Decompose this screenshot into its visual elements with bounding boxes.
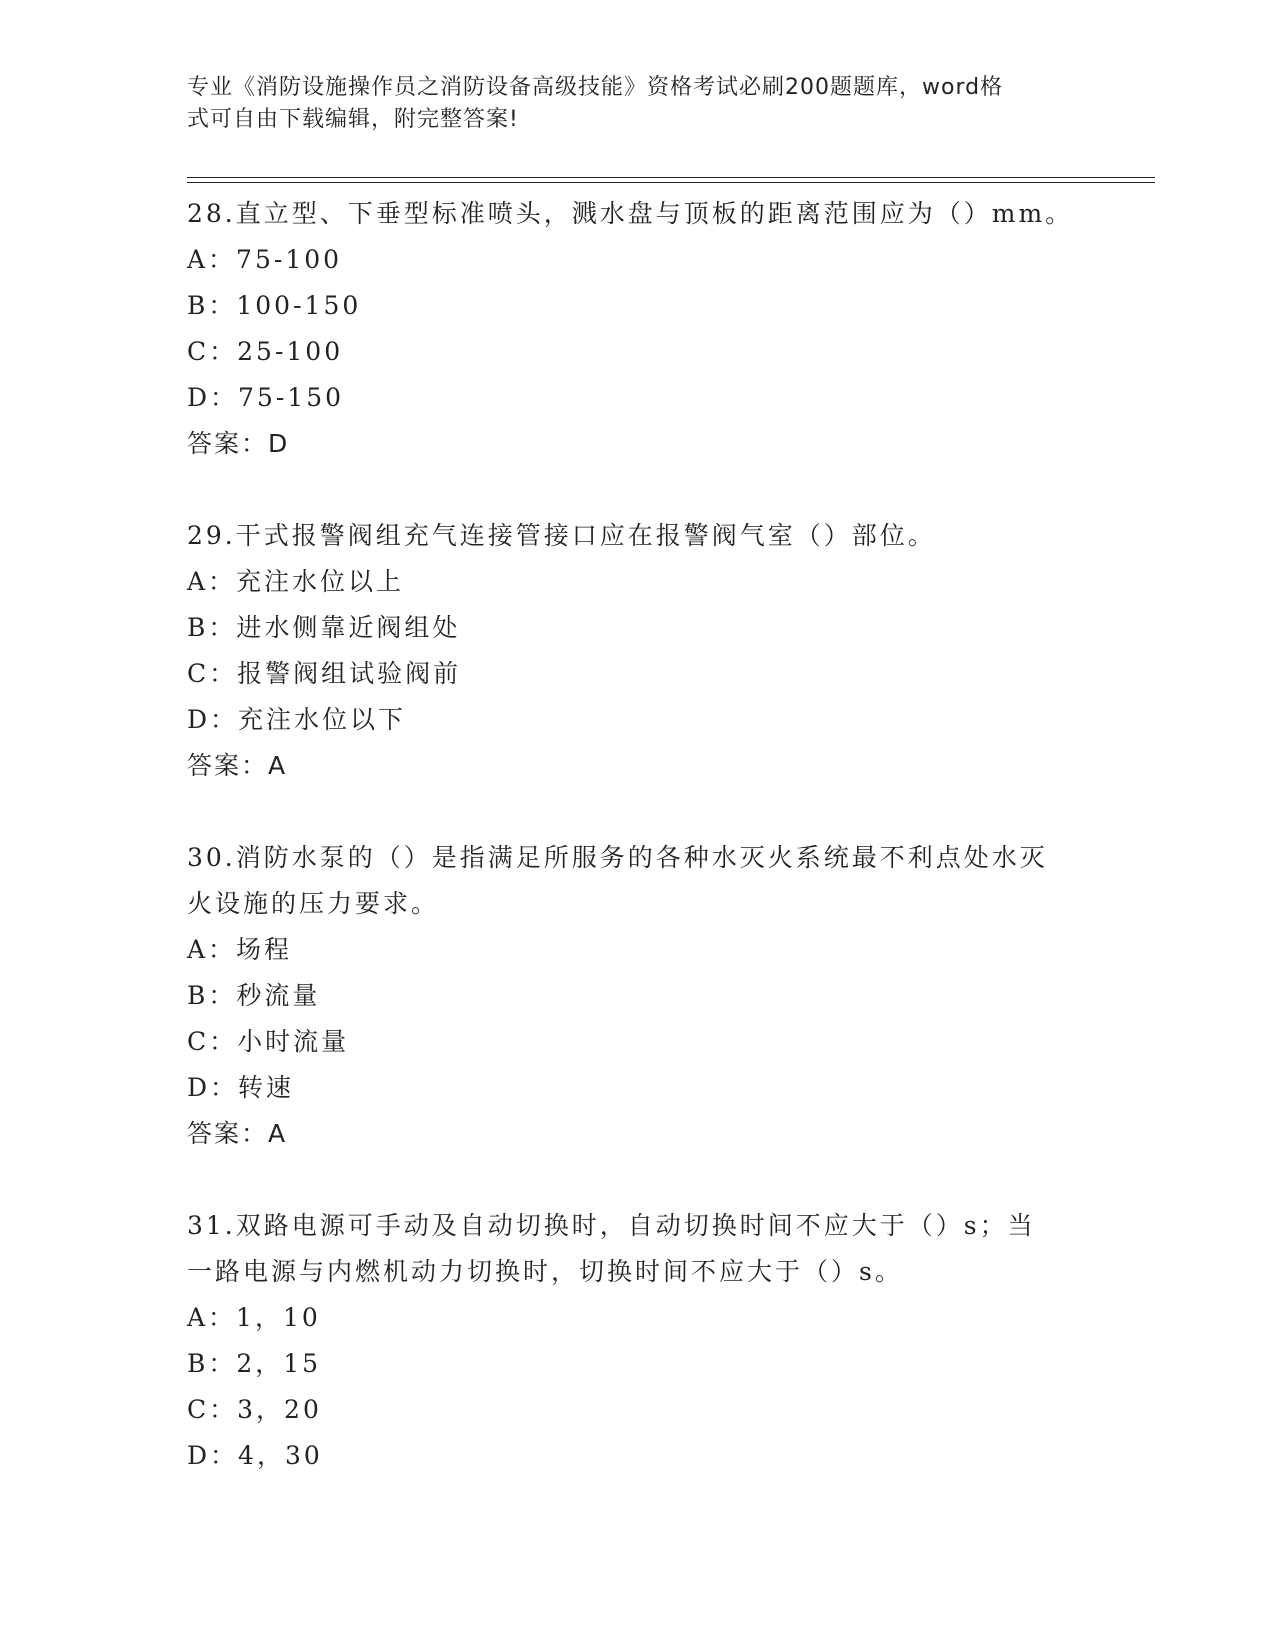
question-list: [187, 191, 1087, 1479]
option-b: B：秒流量: [187, 981, 321, 1010]
question-text-line: 火设施的压力要求。: [187, 889, 440, 918]
option-c: C：3，20: [187, 1395, 322, 1424]
option-b: B：进水侧靠近阀组处: [187, 613, 461, 642]
option-c: C：25-100: [187, 337, 344, 366]
header-divider-bottom: [187, 182, 1155, 183]
question-30: [187, 835, 1087, 1157]
header-line-2: 式可自由下载编辑，附完整答案!: [187, 107, 519, 132]
question-text-line: 28.直立型、下垂型标准喷头，溅水盘与顶板的距离范围应为（）mm。: [187, 199, 1074, 228]
question-text-line: 31.双路电源可手动及自动切换时，自动切换时间不应大于（）s；当: [187, 1211, 1036, 1240]
option-a: A：场程: [187, 935, 293, 964]
question-text-line: 一路电源与内燃机动力切换时，切换时间不应大于（）s。: [187, 1257, 903, 1286]
option-a: A：1，10: [187, 1303, 321, 1332]
question-text: [187, 191, 1087, 237]
option-c: C：小时流量: [187, 1027, 350, 1056]
option-b: B：100-150: [187, 291, 362, 320]
option-d: D：充注水位以下: [187, 705, 407, 734]
question-text: [187, 1203, 1087, 1295]
answer-line: 答案：D: [187, 429, 290, 458]
option-a: A：充注水位以上: [187, 567, 405, 596]
answer-line: 答案：A: [187, 1119, 288, 1148]
option-d: D：转速: [187, 1073, 295, 1102]
option-d: D：4，30: [187, 1441, 323, 1470]
question-31: [187, 1203, 1087, 1479]
option-a: A：75-100: [187, 245, 343, 274]
option-b: B：2，15: [187, 1349, 322, 1378]
document-header: [187, 72, 1067, 136]
question-28: [187, 191, 1087, 467]
header-divider-top: [187, 177, 1155, 178]
option-d: D：75-150: [187, 383, 345, 412]
answer-line: 答案：A: [187, 751, 288, 780]
option-c: C：报警阀组试验阀前: [187, 659, 462, 688]
question-text: [187, 513, 1087, 559]
question-text-line: 29.干式报警阀组充气连接管接口应在报警阀气室（）部位。: [187, 521, 936, 550]
question-29: [187, 513, 1087, 789]
question-text: [187, 835, 1087, 927]
question-text-line: 30.消防水泵的（）是指满足所服务的各种水灭火系统最不利点处水灭: [187, 843, 1048, 872]
header-line-1: 专业《消防设施操作员之消防设备高级技能》资格考试必刷200题题库，word格: [187, 75, 1004, 100]
